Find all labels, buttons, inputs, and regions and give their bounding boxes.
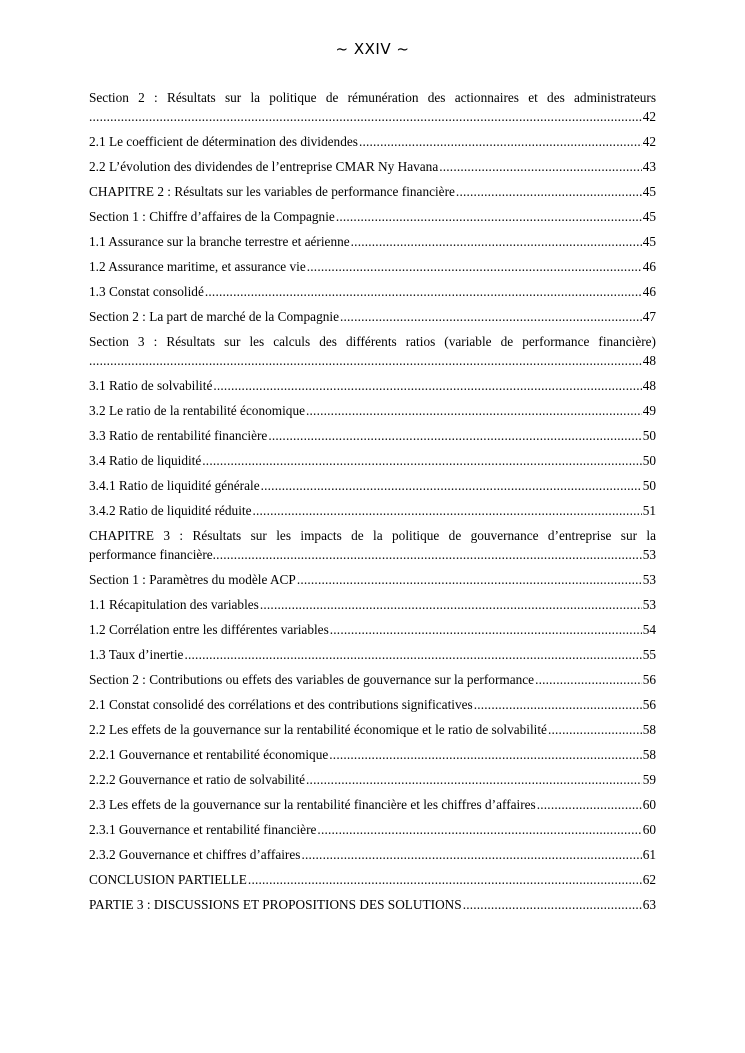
toc-entry-page-number: 56 <box>642 697 656 712</box>
toc-entry[interactable] <box>89 595 656 614</box>
toc-entry-page-number: 42 <box>642 109 656 124</box>
toc-entry-page-number: 59 <box>642 772 656 787</box>
toc-entry[interactable] <box>89 845 656 864</box>
toc-entry-page-number: 53 <box>642 597 656 612</box>
toc-entry-title: 2.1 Constat consolidé des corrélations et des contributions significatives <box>89 697 473 712</box>
toc-entry-page-number: 50 <box>642 453 656 468</box>
toc-entry-title: 2.3.1 Gouvernance et rentabilité financière <box>89 822 317 837</box>
toc-entry-page-number: 62 <box>642 872 656 887</box>
toc-entry-title: 2.2 L’évolution des dividendes de l’entreprise CMAR Ny Havana <box>89 159 439 174</box>
toc-entry-line <box>89 207 656 226</box>
dot-leader <box>248 870 642 889</box>
toc-entry[interactable] <box>89 207 656 226</box>
toc-entry[interactable] <box>89 795 656 814</box>
toc-entry-title: CONCLUSION PARTIELLE <box>89 872 247 887</box>
toc-entry-page-number: 53 <box>642 572 656 587</box>
dot-leader <box>317 820 641 839</box>
toc-entry-title-continuation: performance financière <box>89 547 213 562</box>
dot-leader <box>205 282 642 301</box>
toc-entry-page-number: 45 <box>642 184 656 199</box>
toc-entry[interactable] <box>89 88 656 126</box>
toc-entry-line <box>89 232 656 251</box>
toc-entry-page-number: 60 <box>642 822 656 837</box>
dot-leader <box>548 720 642 739</box>
toc-entry[interactable] <box>89 401 656 420</box>
toc-entry-line <box>89 795 656 814</box>
toc-entry[interactable] <box>89 451 656 470</box>
toc-entry-page-number: 49 <box>642 403 656 418</box>
toc-entry-page-number: 58 <box>642 722 656 737</box>
toc-entry[interactable] <box>89 745 656 764</box>
dot-leader <box>336 207 642 226</box>
toc-entry-page-number: 63 <box>642 897 656 912</box>
toc-entry-line <box>89 501 656 520</box>
toc-entry-title: 1.1 Assurance sur la branche terrestre et aérienne <box>89 234 350 249</box>
toc-entry[interactable] <box>89 770 656 789</box>
toc-entry-line <box>89 695 656 714</box>
toc-entry-tail-line <box>89 545 656 564</box>
toc-entry-title: Section 2 : Contributions ou effets des variables de gouvernance sur la performance <box>89 672 535 687</box>
toc-entry-title: CHAPITRE 2 : Résultats sur les variables de performance financière <box>89 184 455 199</box>
toc-entry-line <box>89 845 656 864</box>
toc-entry-line <box>89 895 656 914</box>
toc-entry-title: 3.2 Le ratio de la rentabilité économique <box>89 403 305 418</box>
dot-leader <box>89 107 643 126</box>
toc-entry[interactable] <box>89 895 656 914</box>
dot-leader <box>89 351 643 370</box>
toc-entry-line <box>89 451 656 470</box>
toc-entry-line <box>89 282 656 301</box>
toc-entry-line <box>89 307 656 326</box>
dot-leader <box>330 620 642 639</box>
dot-leader <box>340 307 642 326</box>
toc-entry-line <box>89 645 656 664</box>
toc-entry-line <box>89 132 656 151</box>
toc-entry-page-number: 50 <box>642 478 656 493</box>
dot-leader <box>537 795 642 814</box>
toc-entry[interactable] <box>89 526 656 564</box>
dot-leader <box>535 670 642 689</box>
toc-entry-page-number: 42 <box>642 134 656 149</box>
toc-entry[interactable] <box>89 820 656 839</box>
dot-leader <box>306 770 642 789</box>
dot-leader <box>202 451 641 470</box>
dot-leader <box>301 845 641 864</box>
toc-entry[interactable] <box>89 720 656 739</box>
toc-entry-line <box>89 670 656 689</box>
toc-entry-title: 1.3 Taux d’inertie <box>89 647 184 662</box>
toc-entry-line <box>89 595 656 614</box>
toc-entry-page-number: 53 <box>642 547 656 562</box>
toc-entry-title: Section 1 : Paramètres du modèle ACP <box>89 572 296 587</box>
table-of-contents <box>89 88 656 920</box>
toc-entry-title: 2.2 Les effets de la gouvernance sur la rentabilité économique et le ratio de solvabilité <box>89 722 547 737</box>
toc-entry-title: 3.3 Ratio de rentabilité financière <box>89 428 268 443</box>
toc-entry-line <box>89 570 656 589</box>
toc-entry[interactable] <box>89 376 656 395</box>
toc-entry-page-number: 46 <box>642 259 656 274</box>
toc-entry-title: 1.3 Constat consolidé <box>89 284 204 299</box>
toc-entry[interactable] <box>89 332 656 370</box>
toc-entry-page-number: 60 <box>642 797 656 812</box>
dot-leader <box>351 232 642 251</box>
toc-entry[interactable] <box>89 426 656 445</box>
toc-entry-line <box>89 257 656 276</box>
dot-leader <box>474 695 642 714</box>
toc-entry-page-number: 46 <box>642 284 656 299</box>
toc-entry-page-number: 56 <box>642 672 656 687</box>
dot-leader <box>268 426 641 445</box>
dot-leader <box>306 401 642 420</box>
toc-entry-page-number: 51 <box>642 503 656 518</box>
dot-leader <box>213 545 643 564</box>
toc-entry-line <box>89 401 656 420</box>
toc-entry-title: 2.2.1 Gouvernance et rentabilité économique <box>89 747 329 762</box>
toc-entry-page-number: 48 <box>642 353 656 368</box>
dot-leader <box>456 182 642 201</box>
toc-entry-line <box>89 476 656 495</box>
toc-entry-page-number: 54 <box>642 622 656 637</box>
toc-entry-line <box>89 720 656 739</box>
toc-entry-title: Section 1 : Chiffre d’affaires de la Compagnie <box>89 209 335 224</box>
toc-entry-title: 3.4 Ratio de liquidité <box>89 453 202 468</box>
toc-entry-title: 1.1 Récapitulation des variables <box>89 597 259 612</box>
toc-entry-page-number: 61 <box>642 847 656 862</box>
dot-leader <box>329 745 641 764</box>
toc-entry-page-number: 50 <box>642 428 656 443</box>
dot-leader <box>463 895 642 914</box>
dot-leader <box>439 157 641 176</box>
toc-entry-title: 3.1 Ratio de solvabilité <box>89 378 213 393</box>
toc-entry-line <box>89 820 656 839</box>
toc-entry-tail-line <box>89 107 656 126</box>
toc-entry[interactable] <box>89 695 656 714</box>
dot-leader <box>359 132 642 151</box>
toc-entry[interactable] <box>89 870 656 889</box>
toc-entry-line <box>89 870 656 889</box>
toc-entry-title: 2.3 Les effets de la gouvernance sur la rentabilité financière et les chiffres d’affaires <box>89 797 536 812</box>
dot-leader <box>252 501 641 520</box>
toc-entry-page-number: 45 <box>642 209 656 224</box>
toc-entry-title: Section 3 : Résultats sur les calculs des différents ratios (variable de performance financière) <box>89 334 656 349</box>
toc-entry-page-number: 58 <box>642 747 656 762</box>
toc-entry-title: 2.1 Le coefficient de détermination des dividendes <box>89 134 358 149</box>
toc-entry[interactable] <box>89 501 656 520</box>
toc-entry-page-number: 47 <box>642 309 656 324</box>
toc-entry[interactable] <box>89 132 656 151</box>
toc-entry-title: Section 2 : Résultats sur la politique de rémunération des actionnaires et des administrateurs <box>89 90 656 105</box>
toc-entry[interactable] <box>89 157 656 176</box>
toc-entry[interactable] <box>89 620 656 639</box>
toc-entry-title: CHAPITRE 3 : Résultats sur les impacts de la politique de gouvernance d’entreprise sur la <box>89 528 656 543</box>
dot-leader <box>297 570 642 589</box>
toc-entry[interactable] <box>89 670 656 689</box>
toc-entry-title: 3.4.1 Ratio de liquidité générale <box>89 478 260 493</box>
toc-entry[interactable] <box>89 257 656 276</box>
toc-entry-line <box>89 376 656 395</box>
toc-entry-title: 2.2.2 Gouvernance et ratio de solvabilité <box>89 772 306 787</box>
toc-entry-line <box>89 770 656 789</box>
toc-entry[interactable] <box>89 282 656 301</box>
toc-entry-title: PARTIE 3 : DISCUSSIONS ET PROPOSITIONS DES SOLUTIONS <box>89 897 462 912</box>
dot-leader <box>213 376 641 395</box>
toc-entry-title: 1.2 Corrélation entre les différentes variables <box>89 622 329 637</box>
toc-entry-title: 2.3.2 Gouvernance et chiffres d’affaires <box>89 847 301 862</box>
toc-entry[interactable] <box>89 476 656 495</box>
toc-entry[interactable] <box>89 307 656 326</box>
toc-entry[interactable] <box>89 570 656 589</box>
dot-leader <box>261 476 642 495</box>
toc-entry[interactable] <box>89 182 656 201</box>
toc-entry-line <box>89 620 656 639</box>
toc-entry-line <box>89 426 656 445</box>
toc-entry-title: 1.2 Assurance maritime, et assurance vie <box>89 259 306 274</box>
dot-leader <box>260 595 642 614</box>
dot-leader <box>184 645 641 664</box>
toc-entry-page-number: 45 <box>642 234 656 249</box>
toc-entry-title: Section 2 : La part de marché de la Compagnie <box>89 309 339 324</box>
toc-entry[interactable] <box>89 232 656 251</box>
toc-entry-line <box>89 157 656 176</box>
toc-entry-tail-line <box>89 351 656 370</box>
toc-entry-page-number: 48 <box>642 378 656 393</box>
toc-entry[interactable] <box>89 645 656 664</box>
toc-entry-line <box>89 182 656 201</box>
toc-entry-page-number: 43 <box>642 159 656 174</box>
dot-leader <box>307 257 642 276</box>
toc-entry-title: 3.4.2 Ratio de liquidité réduite <box>89 503 252 518</box>
toc-entry-line <box>89 745 656 764</box>
toc-entry-page-number: 55 <box>642 647 656 662</box>
page-number-header: ~ XXIV ~ <box>335 40 410 58</box>
